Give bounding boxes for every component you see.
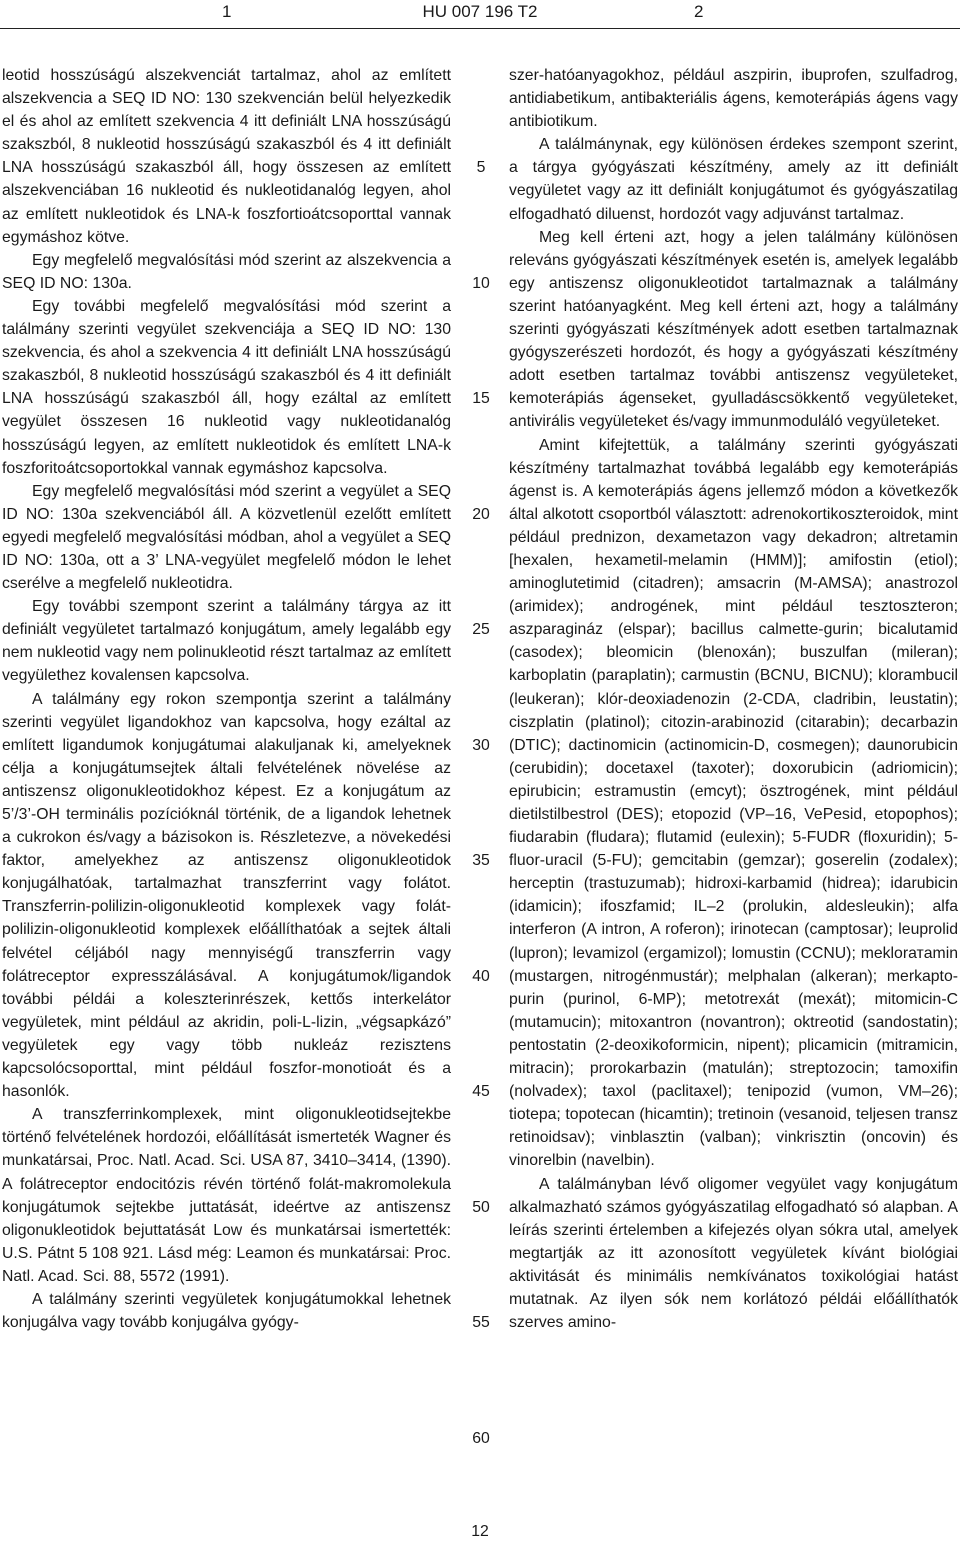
paragraph: A találmány egy rokon szempontja szerint a találmány szerinti vegyület ligandokhoz van kapcsolva, hogy ezáltal az említett ligandumok konjugátumai alakuljanak ki, amelyeknek célja a konjugátumsejtek általi felvételének növelése az antiszensz oligonukleotidokhoz képest. Ez a konjugátum az 5’/3’-OH terminális pozícióknál történik, de a ligandok lehetnek a cukrokon és/vagy a bázisokon is. Részletezve, a növekedési faktor, amelyekhez az antiszensz oligonukleotidok konjugálhatóak, tartalmazhat transzferrint vagy folátot. Transzferrin-polilizin-oligonukleotid komplexek vagy folát-polilizin-oligonukleotid komplexek előállíthatóak a sejtek általi felvétel céljából nagy mennyiségű transzferrin vagy folátreceptor expresszálásával. A konjugátumok/ligandok további példái a koleszterinrészek, kettős interkelátor vegyületek, mint például az akridin, poli-L-lizin, „végsapkázó” vegyületek egy vagy több nukleáz rezisztens kapcsolócsoporttal, mint például foszfor-monotioát és a hasonlók. [2, 690, 451, 1101]
right-column [509, 64, 958, 1334]
paragraph: A találmánynak, egy különösen érdekes szempont szerint, a tárgya gyógyászati készítmény, amely az itt definiált vegyületet vagy az itt definiált konjugátumot és gyógyászatilag elfogadható diluenst, hordozót vagy adjuvánst tartalmaz. [509, 136, 958, 223]
line-number: 5 [476, 159, 486, 176]
header-rule [0, 28, 960, 29]
paragraph: Egy további megfelelő megvalósítási mód szerint a találmány szerinti vegyület szekvenciája a SEQ ID NO: 130 szekvencia, és ahol a szekvencia 4 itt definiált LNA hosszúságú szakaszból, 8 nukleotid hosszúságú szakaszból és 4 itt definiált LNA hosszúságú szakaszból áll, hogy ezáltal az említett vegyület összesen 16 nukleotid vagy nukleotidanalóg hosszúságú legyen, az említett nukleotidok és említett LNA-k foszforitoátcsoportokkal vannak egymáshoz kapcsolva. [2, 297, 451, 477]
paragraph: szer-hatóanyagokhoz, például aszpirin, ibuprofen, szulfadrog, antidiabetikum, antibakteriális ágens, kemoterápiás ágens vagy antibiotikum. [509, 67, 958, 131]
line-number: 40 [472, 968, 490, 985]
page-number: 12 [471, 1523, 489, 1540]
line-number: 15 [472, 390, 490, 407]
line-number: 50 [472, 1199, 490, 1216]
line-number: 25 [472, 621, 490, 638]
line-number: 35 [472, 852, 490, 869]
paragraph: Egy megfelelő megvalósítási mód szerint a vegyület a SEQ ID NO: 130a szekvenciából áll. A közvetlenül ezelőtt említett egyedi megfelelő megvalósítási módban, ahol a vegyület a SEQ ID NO: 130a, ott a 3’ LNA-vegyület megfelelő módon le lehet cserélve a megfelelő nukleotidra. [2, 482, 451, 593]
paragraph: leotid hosszúságú alszekvenciát tartalmaz, ahol az említett alszekvencia a SEQ ID NO: 130 szekvencián belül helyezkedik el és ahol az említett szekvencia 4 itt definiált LNA hosszúságú szakszból, 8 nukleotid hosszúságú szakaszból és 4 itt definiált LNA hosszúságú szakaszból áll, hogy összesen az említett alszekvenciában 16 nukleotid és nukleotidanalóg legyen, ahol az említett nukleotidok és LNA-k foszfortioátcsoporttal vannak egymáshoz kötve. [2, 67, 451, 246]
line-number: 10 [472, 275, 490, 292]
paragraph: A transzferrinkomplexek, mint oligonukleotidsejtekbe történő felvételének hordozói, előállítását ismerteték Wagner és munkatársai, Proc. Natl. Acad. Sci. USA 87, 3410–3414, (1390). A folátreceptor endocitózis révén történő folát-makromolekula konjugátumok sejtekbe juttatását, ideértve az antiszensz oligonukleotidok bejuttatását Low és munkatársai ismertették: U.S. Pátnt 5 108 921. Lásd még: Leamon és munkatársai: Proc. Natl. Acad. Sci. 88, 5572 (1991). [2, 1106, 451, 1285]
line-number: 20 [472, 506, 490, 523]
header-document-id: HU 007 196 T2 [422, 2, 538, 21]
line-number: 60 [472, 1430, 490, 1447]
paragraph: A találmány szerinti vegyületek konjugátumokkal lehetnek konjugálva vagy tovább konjugálva gyógy- [2, 1290, 451, 1332]
line-number: 55 [472, 1314, 490, 1331]
header-left-page-number: 1 [222, 2, 232, 21]
header-right-page-number: 2 [694, 2, 704, 21]
paragraph: A találmányban lévő oligomer vegyület vagy konjugátum alkalmazható számos gyógyászatilag elfogadható só alapban. A leírás szerinti értelemben a kifejezés olyan sókra utal, amelyek megtartják az itt azonosított vegyületek kívánt biológiai aktivitását és minimális nemkívánatos toxikológiai hatást mutatnak. Az ilyen sók nem korlátozó példái előállíthatók szerves amino- [509, 1175, 958, 1332]
paragraph: Amint kifejtettük, a találmány szerinti gyógyászati készítmény tartalmazhat továbbá legalább egy kemoterápiás ágenst is. A kemoterápiás ágens jellemző módon a következők által alkotott csoportból választott: adrenokortikoszteroidok, mint például prednizon, dexametazon vagy dekadron; altretamin [hexalen, hexametil-melamin (HMM)]; amifostin (etiol); aminoglutetimid (citadren); amsacrin (M-AMSA); anastrozol (arimidex); androgének, mint például tesztoszteron; aszparagináz (elspar); bacillus calmette-gurin; bicalutamid (casodex); bleomicin (blenoxán); buszulfan (mileran); karboplatin (paraplatin); carmustin (BCNU, BICNU); klorambucil (leukeran); klór-deoxiadenozin (2-CDA, cladribin, leustatin); ciszplatin (platinol); citozin-arabinozid (citarabin); decarbazin (DTIC); dactinomicin (actinomicin-D, cosmegen); daunorubicin (cerubidin); docetaxel (taxoter); doxorubicin (adriomicin); epirubicin; estramustin (emcyt); ösztrogének, mint például dietilstilbestrol (DES); etopozid (VP–16, VePesid, etopophos); fiudarabin (fludara); flutamid (eulexin); 5-FUDR (floxuridin); 5-fluor-uracil (5-FU); gemcitabin (gemzar); goserelin (zodalex); herceptin (trastuzumab); hidroxi-karbamid (hidrea); idarubicin (idamicin); ifoszfamid; IL–2 (prolukin, aldesleukin); alfa interferon (A intron, A roferon); irinotecan (camptosar); leuprolid (lupron); levamizol (ergamizol); lomustin (CCNU); meklorатamin (mustargen, nitrogénmustár); melphalan (alkeran); merkapto-purin (purinol, 6-MP); metotrexát (mexát); mitomicin-C (mutamucin); mitoxantron (novantron); oktreotid (sandostatin); pentostatin (2-deoxikoformicin, nipent); plicamicin (mitramicin, mitracin); prorokarbazin (matulán); streptozocin; tamoxifin (nolvadex); taxol (paclitaxel); tenipozid (vumon, VM–26); tiotepa; topotecan (hicamtin); tretinoin (vesanoid, teljesen transz retinoidsav); vinblasztin (valban); vinkrisztin (oncovin) és vinorelbin (navelbin). [509, 436, 958, 1170]
line-number: 45 [472, 1083, 490, 1100]
paragraph: Meg kell érteni azt, hogy a jelen találmány különösen releváns gyógyászati készítmények esetén is, amelyek legalább egy antiszensz oligonukleotidot tartalmaznak a találmány szerint hatóanyagként. Meg kell érteni azt, hogy a találmány szerinti gyógyászati készítmények adott esetben tartalmaznak gyógyszerészeti hordozót, és hogy a gyógyászati készítmény adott esetben tartalmaz további antiszensz vegyületeket, kemoterápiás ágenseket, gyulladáscsökkentő vegyületeket, antivirális vegyületeket és/vagy immunmoduláló vegyületeket. [509, 228, 958, 431]
paragraph: Egy megfelelő megvalósítási mód szerint az alszekvencia a SEQ ID NO: 130a. [2, 251, 451, 292]
paragraph: Egy további szempont szerint a találmány tárgya az itt definiált vegyületet tartalmazó konjugátum, amely legalább egy nem nukleotid vagy nem polinukleotid részt tartalmaz az említett vegyülethez kovalensen kapcsolva. [2, 598, 451, 685]
line-number: 30 [472, 737, 490, 754]
page-header [0, 0, 960, 30]
left-column [2, 64, 451, 1334]
